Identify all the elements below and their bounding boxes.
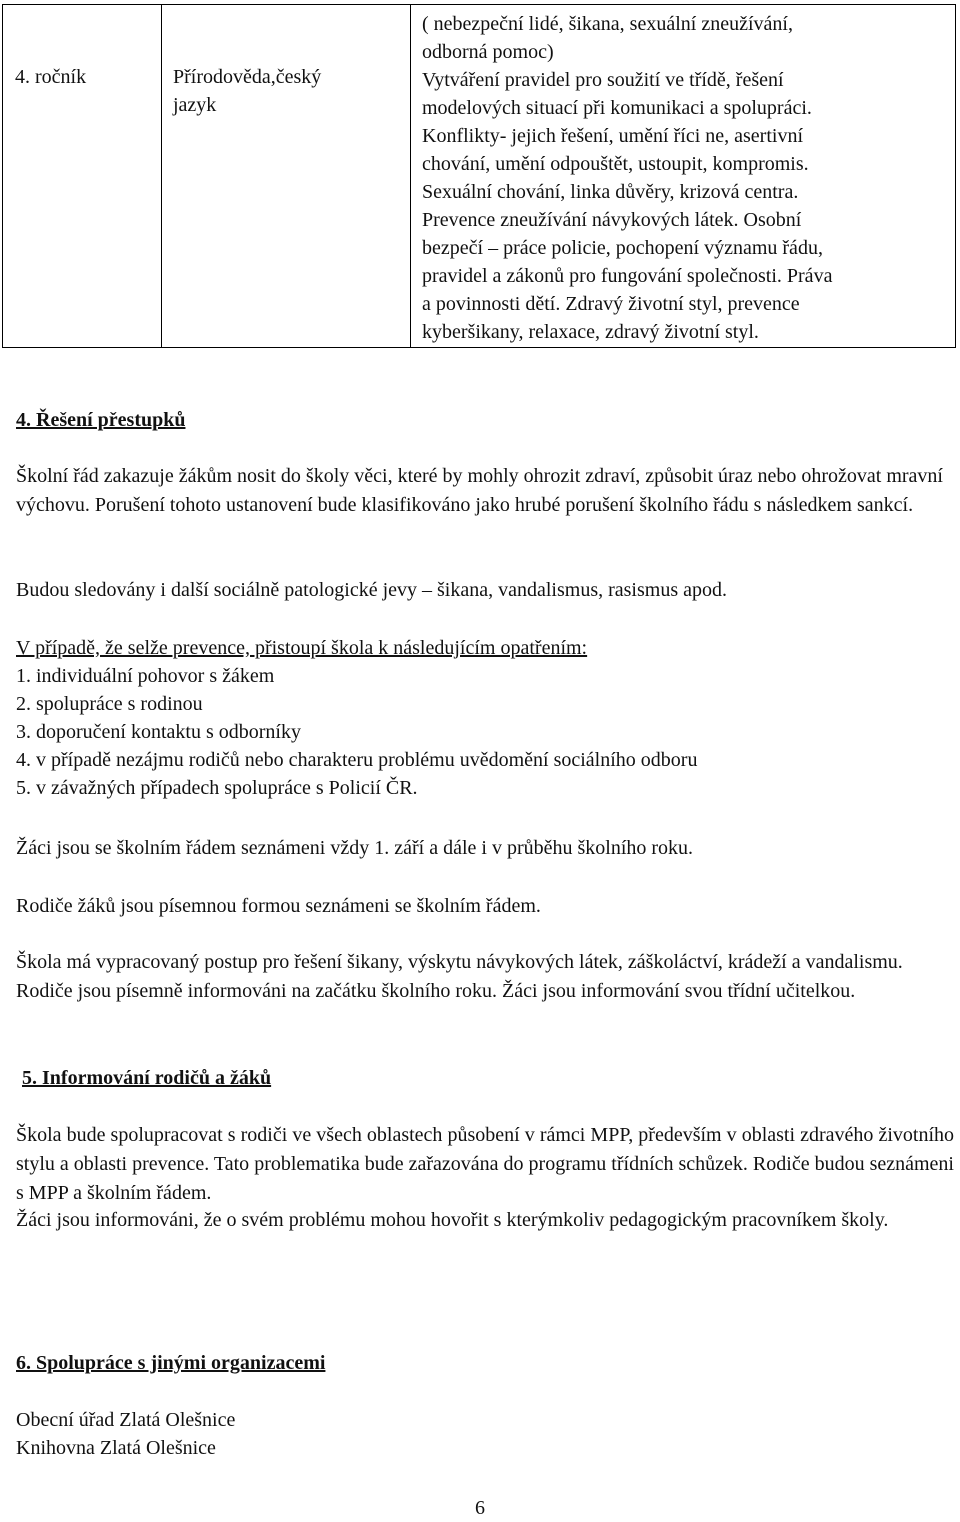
section4-paragraph: Rodiče žáků jsou písemnou formou seznámeni se školním řádem.: [16, 895, 541, 917]
section4-heading: 4. Řešení přestupků: [16, 409, 186, 431]
list-item: 4. v případě nezájmu rodičů nebo charakteru problému uvědomění sociálního odboru: [16, 749, 698, 771]
section5-paragraph: Škola bude spolupracovat s rodiči ve všech oblastech působení v rámci MPP, především v oblasti zdravého životního stylu a oblasti prevence. Tato problematika bude zařazována do programu třídních schůzek. Rodiče budou seznámeni s MPP a školním řádem.: [16, 1124, 954, 1204]
topics-cell: [411, 5, 956, 348]
measures-list: [16, 662, 954, 802]
section4-paragraph: Budou sledovány i další sociálně patologické jevy – šikana, vandalismus, rasismus apod.: [16, 579, 727, 601]
section4-paragraph: Žáci jsou se školním řádem seznámeni vždy 1. září a dále i v průběhu školního roku.: [16, 837, 694, 859]
list-item: 5. v závažných případech spolupráce s Policií ČR.: [16, 777, 418, 799]
subjects-cell: [162, 5, 411, 348]
topics-line: pravidel a zákonů pro fungování společnosti. Práva: [422, 265, 833, 287]
page-number: 6: [475, 1497, 485, 1519]
year-cell: [3, 5, 162, 348]
topics-line: Vytváření pravidel pro soužití ve třídě, řešení: [422, 69, 784, 91]
topics-line: bezpečí – práce policie, pochopení významu řádu,: [422, 237, 823, 259]
section4-paragraph: Škola má vypracovaný postup pro řešení šikany, výskytu návykových látek, záškoláctví, krádeží a vandalismu. Rodiče jsou písemně informováni na začátku školního roku. Žáci jsou informování svou třídní učitelkou.: [16, 951, 903, 1002]
measures-intro: V případě, že selže prevence, přistoupí škola k následujícím opatřením:: [16, 637, 588, 659]
curriculum-table: [2, 4, 956, 348]
subjects-line: Přírodověda,český: [173, 66, 322, 88]
list-item: Obecní úřad Zlatá Olešnice: [16, 1409, 236, 1431]
topics-line: kyberšikany, relaxace, zdravý životní styl.: [422, 321, 759, 343]
list-item: 1. individuální pohovor s žákem: [16, 665, 275, 687]
topics-line: Prevence zneužívání návykových látek. Osobní: [422, 209, 802, 231]
section4-paragraph: Školní řád zakazuje žákům nosit do školy věci, které by mohly ohrozit zdraví, způsobit úraz nebo ohrožovat mravní výchovu. Porušení tohoto ustanovení bude klasifikováno jako hrubé porušení školního řádu s následkem sankcí.: [16, 465, 943, 516]
topics-text: [411, 5, 955, 346]
subjects-text: [162, 5, 410, 119]
subjects-line: jazyk: [173, 94, 217, 116]
section5-paragraph: Žáci jsou informováni, že o svém problému mohou hovořit s kterýmkoliv pedagogickým pracovníkem školy.: [16, 1209, 889, 1231]
topics-line: odborná pomoc): [422, 41, 554, 63]
topics-line: chování, umění odpouštět, ustoupit, kompromis.: [422, 153, 809, 175]
table-row: [3, 5, 956, 348]
list-item: Knihovna Zlatá Olešnice: [16, 1437, 216, 1459]
topics-line: a povinnosti dětí. Zdravý životní styl, prevence: [422, 293, 800, 315]
list-item: 2. spolupráce s rodinou: [16, 693, 203, 715]
topics-line: ( nebezpeční lidé, šikana, sexuální zneužívání,: [422, 13, 793, 35]
list-item: 3. doporučení kontaktu s odborníky: [16, 721, 301, 743]
organizations-list: [16, 1406, 954, 1462]
topics-line: Konflikty- jejich řešení, umění říci ne, asertivní: [422, 125, 803, 147]
topics-line: Sexuální chování, linka důvěry, krizová centra.: [422, 181, 799, 203]
section5-heading: 5. Informování rodičů a žáků: [22, 1067, 272, 1089]
year-label: 4. ročník: [15, 66, 87, 88]
topics-line: modelových situací při komunikaci a spolupráci.: [422, 97, 812, 119]
section6-heading: 6. Spolupráce s jinými organizacemi: [16, 1352, 326, 1374]
